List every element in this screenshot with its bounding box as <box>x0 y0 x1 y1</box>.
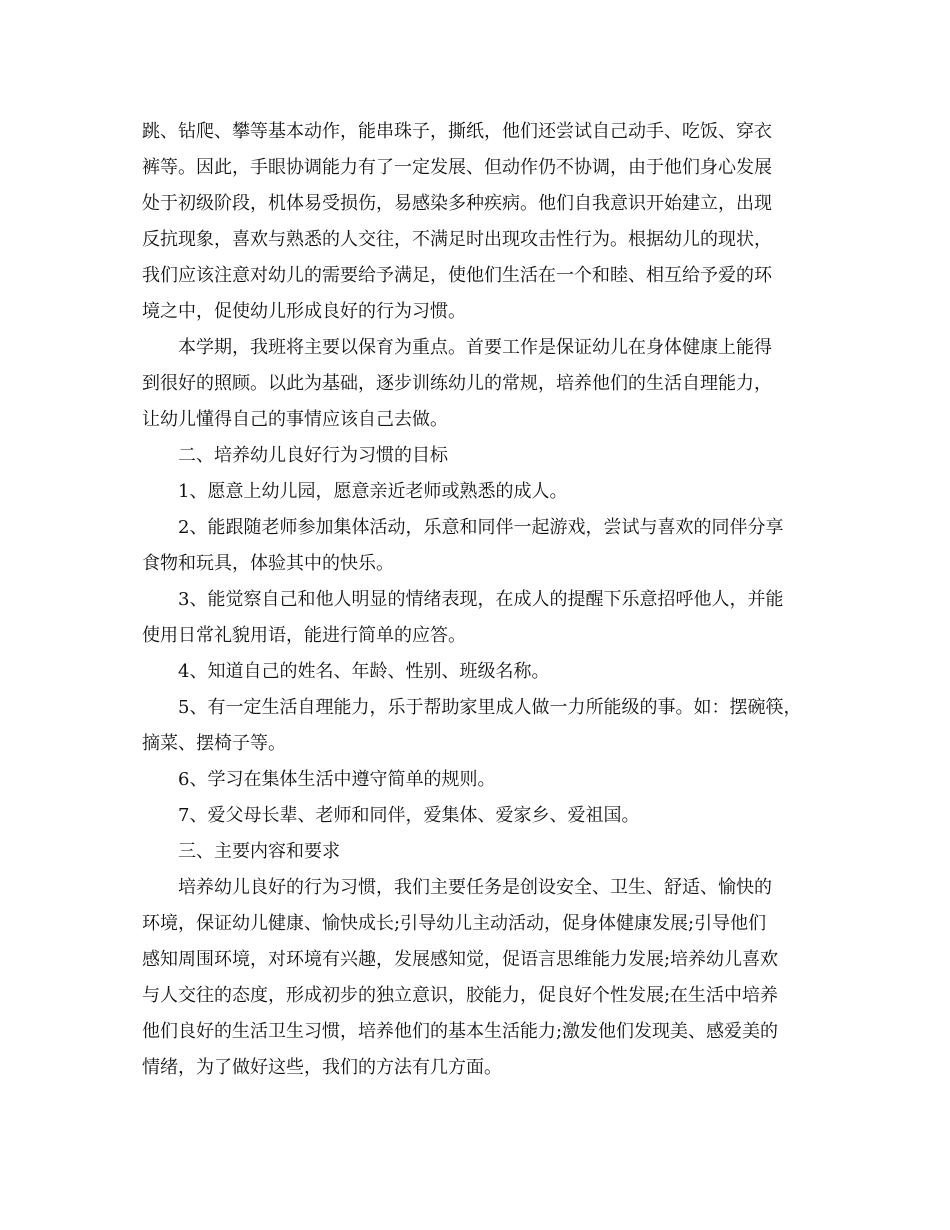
document-body <box>142 114 822 1086</box>
text-line: 到很好的照顾。以此为基础，逐步训练幼儿的常规，培养他们的生活自理能力， <box>142 373 772 394</box>
text-line: 他们良好的生活卫生习惯，培养他们的基本生活能力;激发他们发现美、感爱美的 <box>142 1021 779 1042</box>
text-line: 与人交往的态度，形成初步的独立意识，胶能力，促良好个性发展;在生活中培养 <box>142 985 779 1006</box>
text-line: 1、愿意上幼儿园，愿意亲近老师或熟悉的成人。 <box>178 481 568 502</box>
text-line: 使用日常礼貌用语，能进行简单的应答。 <box>142 625 466 646</box>
text-line: 2、能跟随老师参加集体活动，乐意和同伴一起游戏，尝试与喜欢的同伴分享 <box>178 517 784 538</box>
text-line: 培养幼儿良好的行为习惯，我们主要任务是创设安全、卫生、舒适、愉快的 <box>178 877 772 898</box>
text-line: 三、主要内容和要求 <box>178 841 340 862</box>
text-line: 裤等。因此，手眼协调能力有了一定发展、但动作仍不协调，由于他们身心发展 <box>142 157 772 178</box>
text-line: 6、学习在集体生活中遵守简单的规则。 <box>178 769 496 790</box>
text-line: 情绪，为了做好这些，我们的方法有几方面。 <box>142 1057 502 1078</box>
text-line: 7、爱父母长辈、老师和同伴，爱集体、爱家乡、爱祖国。 <box>178 805 640 826</box>
text-line: 跳、钻爬、攀等基本动作，能串珠子，撕纸，他们还尝试自己动手、吃饭、穿衣 <box>142 121 772 142</box>
text-line: 二、培养幼儿良好行为习惯的目标 <box>178 445 448 466</box>
text-line: 3、能觉察自己和他人明显的情绪表现，在成人的提醒下乐意招呼他人，并能 <box>178 589 784 610</box>
text-line: 本学期，我班将主要以保育为重点。首要工作是保证幼儿在身体健康上能得 <box>178 337 772 358</box>
text-line: 食物和玩具，体验其中的快乐。 <box>142 553 394 574</box>
text-line: 5、有一定生活自理能力，乐于帮助家里成人做一力所能级的事。如：摆碗筷， <box>178 697 802 718</box>
text-line: 4、知道自己的姓名、年龄、性别、班级名称。 <box>178 661 550 682</box>
text-line: 境之中，促使幼儿形成良好的行为习惯。 <box>142 301 466 322</box>
text-line: 摘菜、摆椅子等。 <box>142 733 286 754</box>
text-line: 感知周围环境，对环境有兴趣，发展感知觉，促语言思维能力发展;培养幼儿喜欢 <box>142 949 779 970</box>
text-line: 让幼儿懂得自己的事情应该自己去做。 <box>142 409 448 430</box>
text-line: 处于初级阶段，机体易受损伤，易感染多种疾病。他们自我意识开始建立，出现 <box>142 193 772 214</box>
text-line: 反抗现象，喜欢与熟悉的人交往，不满足时出现攻击性行为。根据幼儿的现状， <box>142 229 772 250</box>
text-line: 环境，保证幼儿健康、愉快成长;引导幼儿主动活动，促身体健康发展;引导他们 <box>142 913 767 934</box>
text-line: 我们应该注意对幼儿的需要给予满足，使他们生活在一个和睦、相互给予爱的环 <box>142 265 772 286</box>
